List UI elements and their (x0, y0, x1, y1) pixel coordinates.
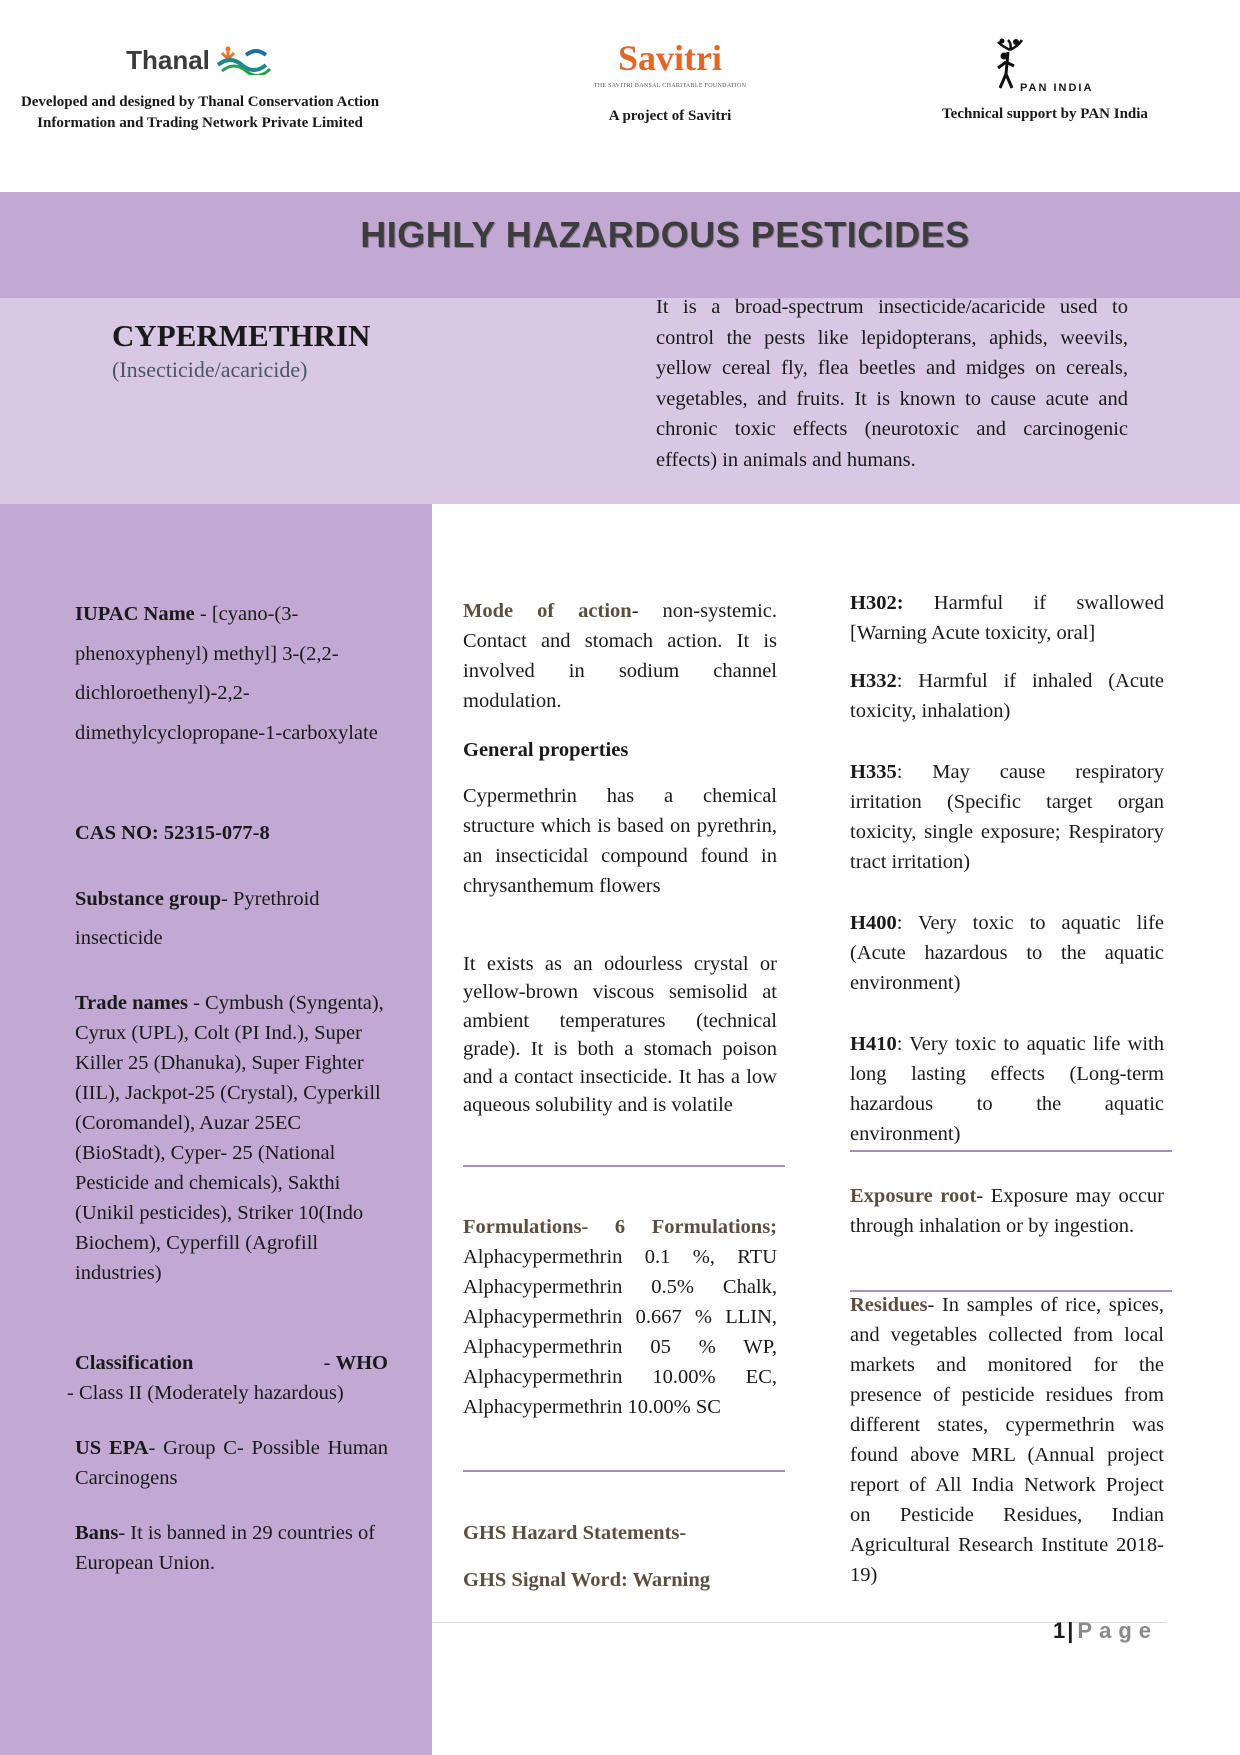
pesticide-name: CYPERMETHRIN (112, 318, 371, 353)
page-footer (1053, 1618, 1158, 1644)
classification-who: WHO (335, 1352, 388, 1374)
divider (463, 1470, 785, 1472)
residues-value: - In samples of rice, spices, and vegetables collected from local markets and monitored for the presence of pesticide residues from different states, cypermethrin was found above MRL (Annual project report of All India Network Project on Pesticide Residues, Indian Agricultural Research Institute 2018-19) (850, 1294, 1164, 1586)
trade-names-section (75, 988, 388, 1288)
title-band (0, 192, 1240, 298)
general-paragraph-1: Cypermethrin has a chemical structure which is based on pyrethrin, an insecticidal compound found in chrysanthemum flowers (463, 785, 777, 897)
h335-statement (850, 757, 1164, 877)
cas-label: CAS NO: 52315-077-8 (75, 822, 270, 844)
savitri-logo (560, 40, 780, 92)
residues-label: Residues (850, 1294, 928, 1316)
substance-label: Substance group (75, 888, 222, 910)
page-label: Page (1077, 1618, 1158, 1643)
page-title: HIGHLY HAZARDOUS PESTICIDES (360, 214, 970, 255)
h400-code: H400 (850, 912, 897, 934)
classification-dash: - (323, 1352, 331, 1374)
divider (463, 1165, 785, 1167)
h400-text: : Very toxic to aquatic life (Acute hazardous to the aquatic environment) (850, 912, 1164, 994)
exposure-section (850, 1181, 1164, 1241)
savitri-logo-subtext: THE SAVITRI BANSAL CHARITABLE FOUNDATION (593, 83, 747, 89)
thanal-logo-text: Thanal (126, 44, 210, 75)
h332-statement (850, 666, 1164, 726)
h410-statement (850, 1029, 1164, 1149)
h302-code: H302: (850, 592, 904, 614)
pan-logo (920, 40, 1170, 96)
trade-value: - Cymbush (Syngenta), Cyrux (UPL), Colt (PI Ind.), Super Killer 25 (Dhanuka), Super Fighter (IIL), Jackpot-25 (Crystal), Cyperkill (Coromandel), Auzar 25EC (BioStadt), Cyper- 25 (National Pesticide and chemicals), Sakthi (Unikil pesticides), Striker 10(Indo Biochem), Cyperfill (Agrofill industries) (75, 992, 384, 1284)
mode-label: Mode of action (463, 600, 632, 622)
classification-value: - Class II (Moderately hazardous) (67, 1382, 344, 1404)
cas-number (75, 818, 388, 848)
iupac-label: IUPAC Name (75, 603, 195, 625)
pesticide-intro: It is a broad-spectrum insecticide/acaricide used to control the pests like lepidopterans, aphids, weevils, yellow cereal fly, flea beetles and midges on cereals, vegetables, and fruits. It is known to cause acute and chronic toxic effects (neurotoxic and carcinogenic effects) in animals and humans. (656, 296, 1128, 471)
page-separator: | (1067, 1618, 1074, 1643)
epa-section (75, 1433, 388, 1493)
trade-label: Trade names (75, 992, 188, 1014)
substance-section (75, 880, 388, 958)
classification-section (67, 1348, 388, 1408)
classification-label: Classification (75, 1352, 194, 1374)
thanal-header (20, 40, 380, 134)
savitri-header (560, 40, 780, 127)
h332-code: H332 (850, 670, 897, 692)
pan-caption: Technical support by PAN India (942, 106, 1148, 122)
pan-header (920, 40, 1170, 125)
thanal-caption: Developed and designed by Thanal Conservation Action Information and Trading Network Private Limited (20, 94, 380, 131)
iupac-section (75, 595, 388, 753)
ghs-signal-word: GHS Signal Word: Warning (463, 1569, 711, 1591)
savitri-caption: A project of Savitri (608, 108, 732, 124)
bans-value: - It is banned in 29 countries of European Union. (75, 1522, 376, 1574)
formulations-label: Formulations- 6 Formulations; (463, 1216, 777, 1238)
h335-text: : May cause respiratory irritation (Specific target organ toxicity, single exposure; Respiratory tract irritation) (850, 761, 1164, 873)
substance-value: - Pyrethroid insecticide (75, 888, 320, 949)
formulations-section (463, 1212, 777, 1422)
pan-logo-text: PAN INDIA (1020, 82, 1094, 94)
h335-code: H335 (850, 761, 897, 783)
mode-of-action (463, 596, 777, 716)
exposure-value: - Exposure may occur through inhalation or by ingestion. (850, 1185, 1164, 1237)
savitri-logo-text: Savitri (618, 38, 722, 78)
exposure-label: Exposure root (850, 1185, 977, 1207)
h400-statement (850, 908, 1164, 998)
general-paragraph-2: It exists as an odourless crystal or yellow-brown viscous semisolid at ambient temperatures (technical grade). It is both a stomach poison and a contact insecticide. It has a low aqueous solubility and is volatile (463, 953, 777, 1117)
epa-label: US EPA (75, 1437, 149, 1459)
bans-section (75, 1518, 388, 1578)
thanal-wave-icon (216, 45, 274, 75)
h410-text: : Very toxic to aquatic life with long lasting effects (Long-term hazardous to the aquatic environment) (850, 1033, 1164, 1145)
epa-value: - Group C- Possible Human Carcinogens (75, 1437, 388, 1489)
h410-code: H410 (850, 1033, 897, 1055)
h302-statement (850, 588, 1164, 648)
bans-label: Bans (75, 1522, 119, 1544)
general-heading: General properties (463, 739, 629, 761)
page-number: 1 (1053, 1618, 1066, 1643)
ghs-statements-heading: GHS Hazard Statements- (463, 1522, 687, 1544)
divider (850, 1150, 1172, 1152)
h302-text: Harmful if swallowed [Warning Acute toxicity, oral] (850, 592, 1164, 644)
residues-section (850, 1290, 1164, 1590)
formulations-value: Alphacypermethrin 0.1 %, RTU Alphacypermethrin 0.5% Chalk, Alphacypermethrin 0.667 % LLIN, Alphacypermethrin 05 % WP, Alphacypermethrin 10.00% EC, Alphacypermethrin 10.00% SC (463, 1246, 777, 1418)
h332-text: : Harmful if inhaled (Acute toxicity, inhalation) (850, 670, 1164, 722)
thanal-logo (20, 40, 380, 80)
pesticide-type: (Insecticide/acaricide) (112, 357, 308, 382)
mode-value: - non-systemic. Contact and stomach action. It is involved in sodium channel modulation. (463, 600, 777, 712)
iupac-value: - [cyano-(3-phenoxyphenyl) methyl] 3-(2,2-dichloroethenyl)-2,2-dimethylcyclopropane-1-carboxylate (75, 603, 378, 744)
